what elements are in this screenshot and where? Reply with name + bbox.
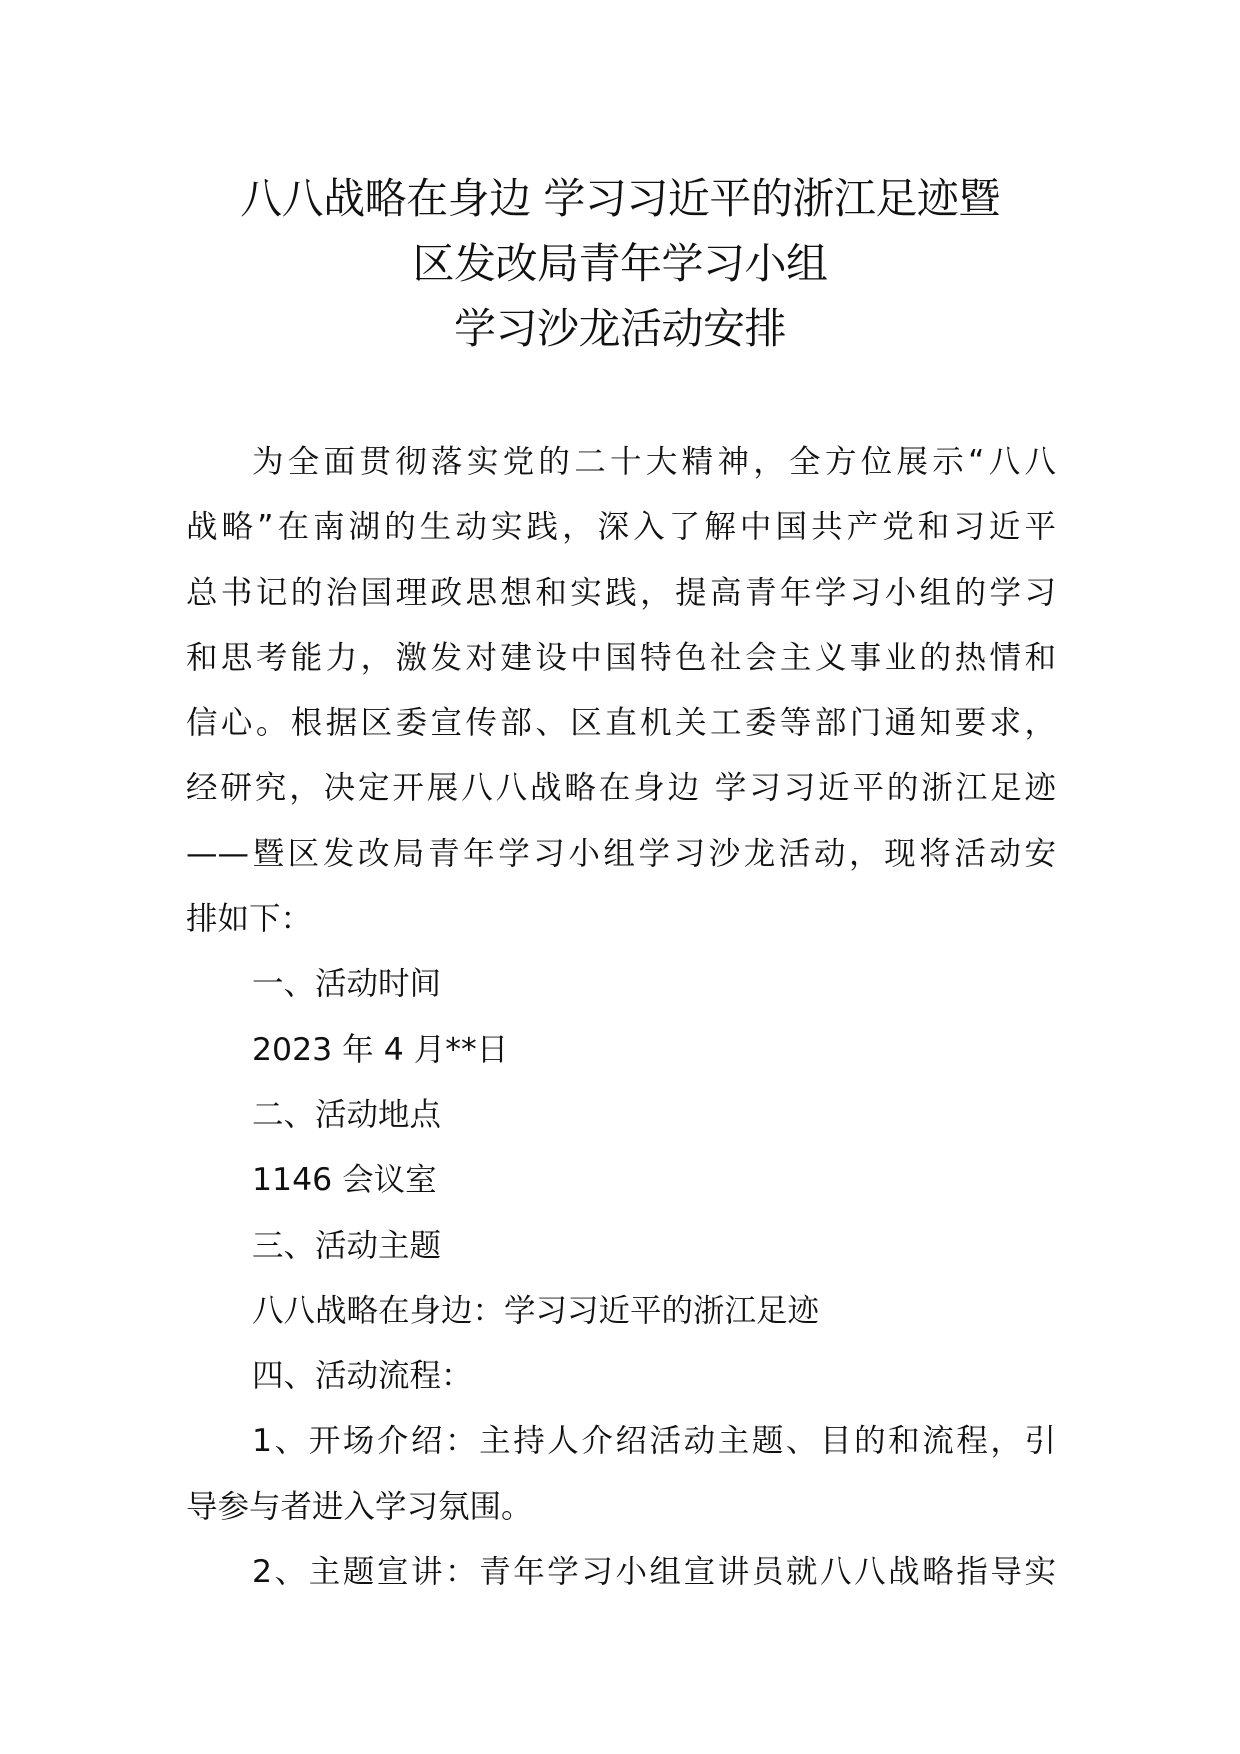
section-heading-place: 二、活动地点 xyxy=(252,1096,442,1133)
intro-line-1: 为全面贯彻落实党的二十大精神，全方位展示“八八 xyxy=(252,444,1056,480)
intro-line-6: 经研究，决定开展八八战略在身边 学习习近平的浙江足迹 xyxy=(186,770,1056,807)
title-line-1: 八八战略在身边 学习习近平的浙江足迹暨 xyxy=(240,174,1000,223)
section-value-place: 1146 会议室 xyxy=(252,1162,437,1199)
title-line-2: 区发改局青年学习小组 xyxy=(412,239,828,288)
intro-line-8: 排如下： xyxy=(186,901,313,938)
section-heading-theme: 三、活动主题 xyxy=(252,1227,442,1264)
intro-line-2: 战略”在南湖的生动实践，深入了解中国共产党和习近平 xyxy=(186,509,1056,546)
intro-line-4: 和思考能力，激发对建设中国特色社会主义事业的热情和 xyxy=(186,639,1056,676)
intro-line-3: 总书记的治国理政思想和实践，提高青年学习小组的学习 xyxy=(186,574,1056,611)
section-heading-process: 四、活动流程： xyxy=(252,1358,473,1395)
step1-line-2: 导参与者进入学习氛围。 xyxy=(186,1488,533,1525)
document-body xyxy=(186,430,1056,1605)
title-line-3: 学习沙龙活动安排 xyxy=(453,304,786,353)
step2-line-1: 2、主题宣讲：青年学习小组宣讲员就八八战略指导实 xyxy=(252,1554,1056,1591)
intro-line-5: 信心。根据区委宣传部、区直机关工委等部门通知要求， xyxy=(186,705,1056,742)
section-value-time: 2023 年 4 月**日 xyxy=(252,1031,509,1068)
intro-line-7: ——暨区发改局青年学习小组学习沙龙活动，现将活动安 xyxy=(186,835,1056,872)
section-heading-time: 一、活动时间 xyxy=(252,966,442,1003)
step1-line-1: 1、开场介绍：主持人介绍活动主题、目的和流程，引 xyxy=(252,1423,1056,1460)
section-value-theme: 八八战略在身边：学习习近平的浙江足迹 xyxy=(252,1292,820,1329)
document-title xyxy=(150,166,1090,361)
